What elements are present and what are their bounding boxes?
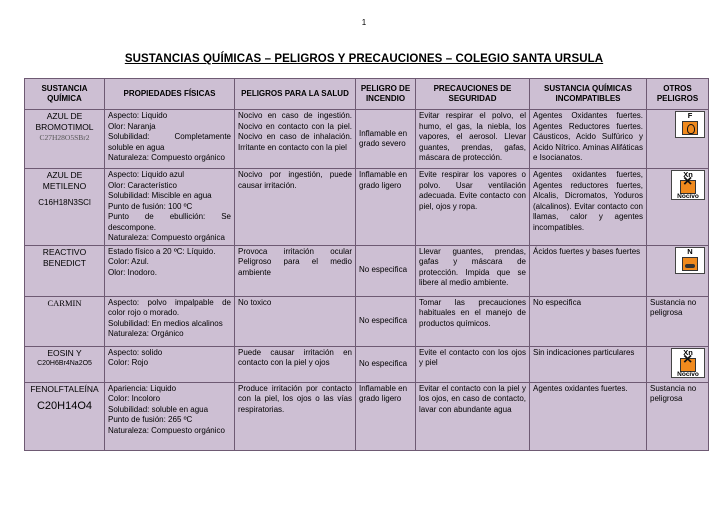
- property-line: Estado físico a 20 ºC: Líquido.: [108, 246, 216, 256]
- precautions-cell: Llevar guantes, prendas, gafas y máscara de protección. Impida que se libere al medio ambiente.: [416, 245, 530, 296]
- other-cell: [647, 169, 709, 246]
- substance-cell: [25, 169, 105, 246]
- property-line: Punto de fusión: 100 ºC: [108, 201, 193, 211]
- incompatible-cell: Agentes oxidantes fuertes.: [530, 382, 647, 450]
- substance-name: AZUL DE BROMOTIMOL: [35, 111, 94, 132]
- properties-cell: [105, 382, 235, 450]
- health-cell: Puede causar irritación en contacto con la piel y ojos: [235, 346, 356, 382]
- substance-cell: [25, 382, 105, 450]
- other-cell: Sustancia no peligrosa: [647, 382, 709, 450]
- fire-cell: No especifica: [356, 245, 416, 296]
- table-row: [25, 382, 709, 450]
- other-cell: [647, 245, 709, 296]
- precautions-cell: Evitar el contacto con la piel y los ojos, en caso de contacto, lavar con abundante agua: [416, 382, 530, 450]
- substance-name: FENOLFTALEÍNA: [30, 383, 99, 394]
- other-cell: Sustancia no peligrosa: [647, 296, 709, 346]
- property-line: Color: Rojo: [108, 358, 149, 367]
- incompatible-cell: Sin indicaciones particulares: [530, 346, 647, 382]
- incompatible-cell: Agentes oxidantes fuertes, Agentes reductores fuertes, Alcalis, Dicromatos, Yoduros (alcalinos). Evitar contacto con llamas, calor y agentes incompatibles.: [530, 169, 647, 246]
- incompatible-cell: Ácidos fuertes y bases fuertes: [530, 245, 647, 296]
- incompatible-cell: No especifica: [530, 296, 647, 346]
- property-line: Color: Azul.: [108, 257, 149, 266]
- fire-cell: Inflamable en grado ligero: [356, 382, 416, 450]
- substance-formula: C16H18N3SCl: [38, 198, 91, 207]
- header-incompatible: SUSTANCIA QUÍMICAS INCOMPATIBLES: [530, 79, 647, 110]
- table-row: [25, 169, 709, 246]
- property-line: Aspecto: Liquido azul: [108, 170, 185, 179]
- hazard-caption: Nocivo: [677, 370, 699, 378]
- precautions-cell: Evitar respirar el polvo, el humo, el gas, la niebla, los vapores, el aerosol. Llevar guantes, prendas, gafas, máscara de protección.: [416, 110, 530, 169]
- fire-cell: No especifica: [356, 296, 416, 346]
- page-number: 1: [361, 18, 367, 27]
- substance-cell: [25, 245, 105, 296]
- health-cell: Provoca irritación ocular Peligroso para el medio ambiente: [235, 245, 356, 296]
- other-cell: [647, 346, 709, 382]
- harmful-hazard-icon: [671, 170, 705, 200]
- health-cell: Nocivo por ingestión, puede causar irritación.: [235, 169, 356, 246]
- document-title: SUSTANCIAS QUÍMICAS – PELIGROS Y PRECAUCIONES – COLEGIO SANTA URSULA: [124, 53, 604, 65]
- fire-cell: No especifica: [356, 346, 416, 382]
- header-substance: SUSTANCIA QUÍMICA: [25, 79, 105, 110]
- header-health: PELIGROS PARA LA SALUD: [235, 79, 356, 110]
- substance-formula: C27H28O5SBr2: [39, 133, 90, 142]
- substance-cell: [25, 296, 105, 346]
- property-line: Solubilidad: Miscible en agua: [108, 191, 212, 200]
- other-cell: [647, 110, 709, 169]
- table-row: [25, 296, 709, 346]
- properties-cell: [105, 346, 235, 382]
- substance-name: AZUL DE METILENO: [42, 170, 87, 191]
- property-line: Punto de fusión: 265 ºC: [108, 415, 193, 424]
- fire-cell: Inflamable en grado ligero: [356, 169, 416, 246]
- hazard-table: [24, 78, 709, 451]
- properties-cell: [105, 296, 235, 346]
- hazard-caption: Nocivo: [677, 193, 699, 200]
- property-line: Olor: Inodoro.: [108, 267, 157, 277]
- precautions-cell: Tomar las precauciones habituales en el manejo de productos químicos.: [416, 296, 530, 346]
- hazard-symbol: N: [687, 246, 693, 256]
- properties-cell: [105, 110, 235, 169]
- property-line: Naturaleza: Compuesto orgánico: [108, 425, 225, 435]
- health-cell: No toxico: [235, 296, 356, 346]
- property-line: Solubilidad: soluble en agua: [108, 404, 209, 414]
- property-line: Apariencia: Liquido: [108, 383, 177, 393]
- property-line: Solubilidad: Completamente soluble en agua: [108, 132, 231, 152]
- table-row: [25, 245, 709, 296]
- table-row: [25, 346, 709, 382]
- hazard-symbol: F: [687, 111, 693, 120]
- precautions-cell: Evite el contacto con los ojos y piel: [416, 346, 530, 382]
- substance-formula: C20H14O4: [36, 399, 93, 412]
- header-row: [25, 79, 709, 110]
- substance-name: REACTIVO BENEDICT: [42, 246, 87, 268]
- health-cell: Nocivo en caso de ingestión. Nocivo en contacto con la piel. Nocivo en caso de inhalación. Irritante en contacto con la piel: [235, 110, 356, 169]
- property-line: Naturaleza: Compuesto orgánico: [108, 153, 225, 162]
- property-line: Punto de ebullición: Se descompone.: [108, 212, 231, 232]
- precautions-cell: Evite respirar los vapores o polvo. Usar ventilación adecuada. Evite contacto con piel, ojos y ropa.: [416, 169, 530, 246]
- property-line: Aspecto: Liquido: [108, 111, 168, 120]
- environment-hazard-icon: [675, 247, 705, 274]
- substance-formula: C20H6Br4Na2O5: [37, 359, 92, 367]
- property-line: Color: Incoloro: [108, 394, 161, 403]
- properties-cell: [105, 245, 235, 296]
- property-line: Aspecto: polvo impalpable de color rojo o morado.: [108, 297, 231, 317]
- incompatible-cell: Agentes Oxidantes fuertes. Agentes Reductores fuertes. Cáusticos, Acido Sulfúrico y Acido Nítrico. Aminas Alifáticas e Isocianatos.: [530, 110, 647, 169]
- property-line: Aspecto: solido: [108, 347, 163, 357]
- header-precautions: PRECAUCIONES DE SEGURIDAD: [416, 79, 530, 110]
- substance-cell: [25, 346, 105, 382]
- header-properties: PROPIEDADES FÍSICAS: [105, 79, 235, 110]
- substance-name: CARMIN: [47, 297, 82, 308]
- header-fire: PELIGRO DE INCENDIO: [356, 79, 416, 110]
- substance-name: EOSIN Y: [47, 347, 82, 358]
- substance-cell: [25, 110, 105, 169]
- properties-cell: [105, 169, 235, 246]
- property-line: Olor: Naranja: [108, 121, 156, 131]
- property-line: Olor: Característico: [108, 180, 177, 190]
- health-cell: Produce irritación por contacto con la piel, los ojos o las vías respiratorias.: [235, 382, 356, 450]
- property-line: Solubilidad: En medios alcalinos: [108, 318, 223, 328]
- property-line: Naturaleza: Compuesto orgánica: [108, 233, 225, 242]
- table-row: [25, 110, 709, 169]
- harmful-hazard-icon: [671, 348, 705, 378]
- fire-cell: Inflamable en grado severo: [356, 110, 416, 169]
- property-line: Naturaleza: Orgánico: [108, 329, 184, 338]
- flammable-hazard-icon: [675, 111, 705, 138]
- header-other: OTROS PELIGROS: [647, 79, 709, 110]
